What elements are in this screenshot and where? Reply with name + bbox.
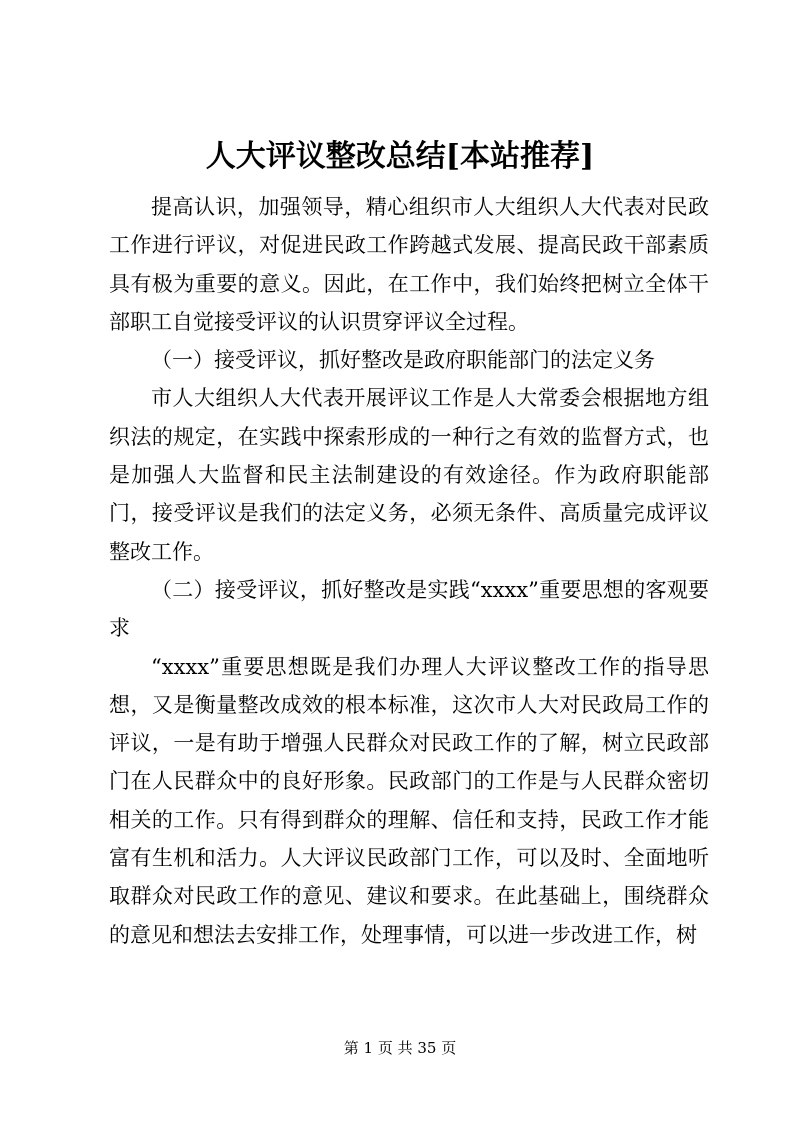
section-heading-2: （二）接受评议，抓好整改是实践“xxxx”重要思想的客观要求 xyxy=(109,577,709,641)
document-body xyxy=(109,188,709,954)
page-number-footer: 第 1 页 共 35 页 xyxy=(343,1039,457,1057)
section-heading-1: （一）接受评议，抓好整改是政府职能部门的法定义务 xyxy=(151,348,655,373)
paragraph-section-1: 市人大组织人大代表开展评议工作是人大常委会根据地方组织法的规定，在实践中探索形成的一种行之有效的监督方式，也是加强人大监督和民主法制建设的有效途径。作为政府职能部门，接受评议是我们的法定义务，必须无条件、高质量完成评议整改工作。 xyxy=(109,386,709,564)
paragraph-intro: 提高认识，加强领导，精心组织市人大组织人大代表对民政工作进行评议，对促进民政工作跨越式发展、提高民政干部素质具有极为重要的意义。因此，在工作中，我们始终把树立全体干部职工自觉接受评议的认识贯穿评议全过程。 xyxy=(109,195,709,334)
paragraph-section-2: “xxxx”重要思想既是我们办理人大评议整改工作的指导思想，又是衡量整改成效的根本标准，这次市人大对民政局工作的评议，一是有助于增强人民群众对民政工作的了解，树立民政部门在人民群众中的良好形象。民政部门的工作是与人民群众密切相关的工作。只有得到群众的理解、信任和支持，民政工作才能富有生机和活力。人大评议民政部门工作，可以及时、全面地听取群众对民政工作的意见、建议和要求。在此基础上，围绕群众的意见和想法去安排工作，处理事情，可以进一步改进工作，树 xyxy=(109,654,709,947)
document-title: 人大评议整改总结[本站推荐] xyxy=(205,139,595,174)
